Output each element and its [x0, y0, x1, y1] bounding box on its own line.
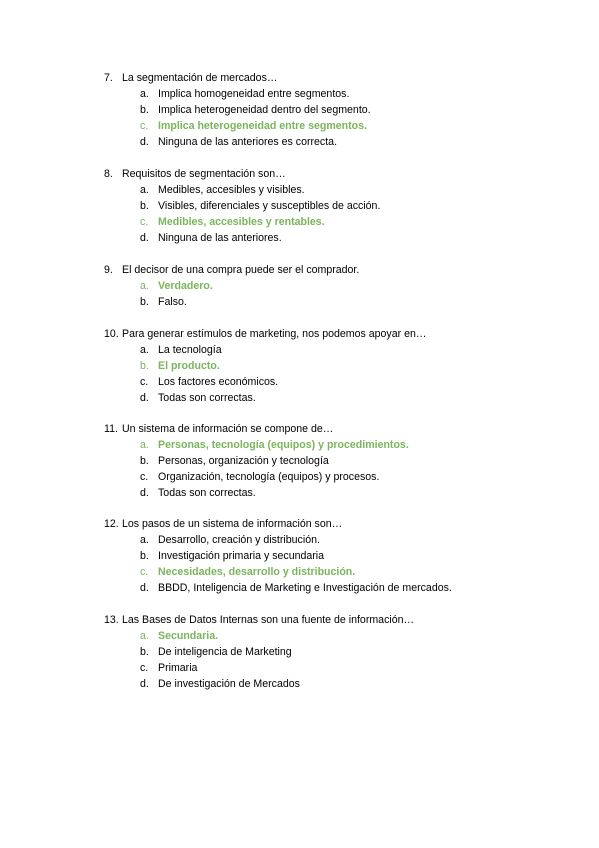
option-letter: b.: [140, 455, 149, 467]
option-d: [104, 230, 564, 246]
question-12: [104, 516, 564, 596]
option-letter: a.: [140, 534, 149, 546]
question-stem: [104, 516, 564, 532]
option-text: Ninguna de las anteriores.: [158, 232, 282, 244]
option-d: [104, 485, 564, 501]
option-a: [104, 182, 564, 198]
option-text: Verdadero.: [158, 280, 213, 292]
question-stem: [104, 612, 564, 628]
option-b: [104, 198, 564, 214]
option-text: Todas son correctas.: [158, 392, 256, 404]
option-text: Organización, tecnología (equipos) y procesos.: [158, 471, 380, 483]
option-text: Investigación primaria y secundaria: [158, 550, 325, 562]
question-text: Un sistema de información se compone de…: [122, 423, 334, 435]
option-letter: c.: [140, 120, 149, 132]
option-a-correct: [104, 437, 564, 453]
option-letter: d.: [140, 582, 149, 594]
option-text: Implica heterogeneidad dentro del segmento.: [158, 104, 371, 116]
question-10: [104, 326, 564, 406]
question-stem: [104, 70, 564, 86]
option-text: Los factores económicos.: [158, 376, 279, 388]
option-a: [104, 342, 564, 358]
option-text: De inteligencia de Marketing: [158, 646, 292, 658]
question-13: [104, 612, 564, 692]
option-text: Secundaria.: [158, 630, 219, 642]
option-a-correct: [104, 628, 564, 644]
option-c-correct: [104, 118, 564, 134]
option-letter: c.: [140, 662, 149, 674]
option-c: [104, 660, 564, 676]
option-letter: d.: [140, 392, 149, 404]
question-number: 7.: [104, 72, 113, 84]
option-letter: d.: [140, 232, 149, 244]
option-c-correct: [104, 564, 564, 580]
option-text: BBDD, Inteligencia de Marketing e Investigación de mercados.: [158, 582, 452, 594]
option-text: Desarrollo, creación y distribución.: [158, 534, 320, 546]
option-text: De investigación de Mercados: [158, 678, 300, 690]
question-9: [104, 262, 564, 310]
question-stem: [104, 262, 564, 278]
question-number: 8.: [104, 168, 113, 180]
option-text: Implica heterogeneidad entre segmentos.: [158, 120, 367, 132]
option-text: Personas, organización y tecnología: [158, 455, 329, 467]
question-text: Los pasos de un sistema de información son…: [122, 518, 343, 530]
option-letter: a.: [140, 88, 149, 100]
option-d: [104, 134, 564, 150]
question-text: El decisor de una compra puede ser el comprador.: [122, 264, 360, 276]
question-number: 11.: [104, 423, 118, 435]
question-text: Para generar estímulos de marketing, nos podemos apoyar en…: [122, 328, 427, 340]
question-number: 13.: [104, 614, 119, 626]
question-stem: [104, 326, 564, 342]
option-letter: c.: [140, 376, 149, 388]
option-letter: b.: [140, 296, 149, 308]
option-c-correct: [104, 214, 564, 230]
option-b-correct: [104, 358, 564, 374]
option-a: [104, 532, 564, 548]
question-8: [104, 166, 564, 246]
question-text: Requisitos de segmentación son…: [122, 168, 286, 180]
option-b: [104, 453, 564, 469]
option-text: Personas, tecnología (equipos) y procedimientos.: [158, 439, 409, 451]
option-letter: b.: [140, 646, 149, 658]
option-d: [104, 390, 564, 406]
option-letter: a.: [140, 344, 149, 356]
option-b: [104, 102, 564, 118]
option-letter: d.: [140, 136, 149, 148]
option-text: Falso.: [158, 296, 187, 308]
option-d: [104, 676, 564, 692]
option-letter: a.: [140, 439, 149, 451]
option-c: [104, 469, 564, 485]
question-number: 10.: [104, 328, 119, 340]
question-number: 9.: [104, 264, 113, 276]
option-letter: c.: [140, 216, 149, 228]
option-letter: d.: [140, 487, 149, 499]
question-text: La segmentación de mercados…: [122, 72, 278, 84]
option-text: Medibles, accesibles y visibles.: [158, 184, 305, 196]
option-b: [104, 548, 564, 564]
question-11: [104, 421, 564, 501]
question-stem: [104, 166, 564, 182]
option-letter: d.: [140, 678, 149, 690]
question-number: 12.: [104, 518, 119, 530]
option-letter: c.: [140, 566, 149, 578]
option-text: Ninguna de las anteriores es correcta.: [158, 136, 338, 148]
option-letter: b.: [140, 104, 149, 116]
option-b: [104, 644, 564, 660]
option-letter: a.: [140, 184, 149, 196]
option-text: Medibles, accesibles y rentables.: [158, 216, 325, 228]
option-text: La tecnología: [158, 344, 222, 356]
option-text: Necesidades, desarrollo y distribución.: [158, 566, 356, 578]
option-a: [104, 86, 564, 102]
option-text: El producto.: [158, 360, 220, 372]
question-7: [104, 70, 564, 150]
option-letter: c.: [140, 471, 149, 483]
option-letter: a.: [140, 630, 149, 642]
question-stem: [104, 421, 564, 437]
option-b: [104, 294, 564, 310]
option-text: Visibles, diferenciales y susceptibles de acción.: [158, 200, 381, 212]
option-letter: a.: [140, 280, 149, 292]
option-text: Todas son correctas.: [158, 487, 256, 499]
option-letter: b.: [140, 550, 149, 562]
option-d: [104, 580, 564, 596]
question-text: Las Bases de Datos Internas son una fuente de información…: [122, 614, 415, 626]
option-c: [104, 374, 564, 390]
option-text: Implica homogeneidad entre segmentos.: [158, 88, 350, 100]
option-text: Primaria: [158, 662, 198, 674]
option-letter: b.: [140, 200, 149, 212]
option-a-correct: [104, 278, 564, 294]
option-letter: b.: [140, 360, 149, 372]
